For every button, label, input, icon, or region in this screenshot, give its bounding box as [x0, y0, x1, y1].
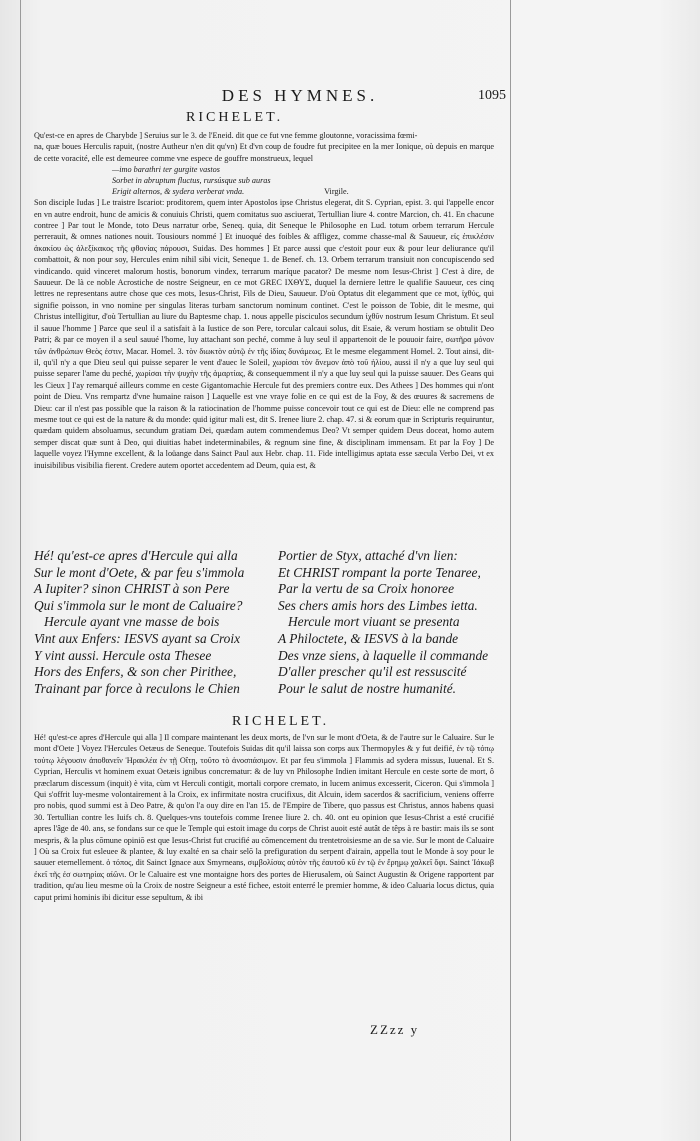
poem-line: A Philoctete, & IESVS à la bande: [278, 630, 459, 646]
verse-line-text: Erigit alternos, & sydera verberat vnda.: [112, 187, 245, 197]
verse-attribution: Virgile.: [324, 187, 349, 197]
poem-line: Et CHRIST rompant la porte Tenaree,: [278, 564, 481, 580]
signature-mark: ZZzz y: [370, 1022, 420, 1037]
poem-line: Y vint aussi. Hercule osta Thesee: [34, 647, 212, 663]
poem-line: Pour le salut de nostre humanité.: [278, 680, 457, 696]
poem-line: Hercule mort viuant se presenta: [288, 614, 460, 630]
verse-line: Sorbet in abruptum fluctus, rursúsque sub auras: [112, 176, 271, 186]
commentary-paragraph: Son disciple Iudas ] Le traistre Iscariot: proditorem, quem inter Apostolos ipse Christus elegerat, dit S. Cyprian, epist. 3. qui l'appelle encor en vn autre endroit, hunc de amicis & conuiuis Christi, quem comitatus suo asciuerat, Tertullian liure 4. contre Marcion, ch. 41. En chacune contree ] Par tout le Monde, toto Deus narratur orbe, Seneq. quia, dit Seneque le Philosophe en Lud. totum orbem terrarum Hercule perrerauit, & omnes nationes nouit. Tousiours nommé ] Et inuoqué des foibles & affligez, comme chasse-mal & Sauueur, εἰς ἐπικλέσιν ἀκακίου ὡς ἀλεξίκακος τῆς φθονίας πάρουσι, Suidas. Des hommes ] Et parce aussi que c'estoit pour eux & pour leur deliurance qu'il combattoit, & non pour soy, Hercules enim nihil sibi vicit, Seneque 1. de Benef. ch. 13. Orbem terrarum transiuit non concupiscendo sed vindicando. quid vinceret malorum hostis, bonorum vindex, terrarum maríque pacator? De mesme nom Iesus-Christ ] C'est à dire, de Sauueur. De là ce noble Acrostiche de nostre Seigneur, en ce mot GREC ΙΧΘΥΣ, duquel la derniere lettre le qualifie Sauueur, ces cinq lettres ne representans autre chose que ces mots, Iesus-Christ, Fils de Dieu, Sauueur. D'où Optatus dit elegamment que ce mot, ἰχθύς, qui signifie poisson, in vno nomine per singulas literas turbam sanctorum nominum continet. C'est le poisson de Tobie, dit le mesme, qui Christus intelligitur, d'où Tertullian au liure du Baptesme chap. 1. nous appelle pisciculos secundum ἰχθῦν nostrum Iesum Christum. Et seul il sauue l'homme ] Parce que seul il a satisfait à la Iustice de son Pere, torcular calcaui solus, dit Esaie, & verum hostiam se obtulit Deo Patri; & par ce moyen il a seul sauué l'home, luy attachant son peché, comme à luy seul il appartenoit de le pouuoir faire, σωτῆρα μόνον τῶν ἀνθρώπων Θεὸς ἐστιν, Macar. Homel. 3. τὸν διωκτὸν αὐτῷ ἐν τῆς ἰδίας δυνάμεως. Et le mesme elegamment Homel. 2. Tout ainsi, dit-il, qu'il n'y a que Dieu seul qui puisse separer le vent d'auec le Soleil, χωρίσαι τὸν ἄνεμον ἀπὸ τοῦ ἡλίου, aussi il n'y a que luy seul qui puisse separer l'ame du peché, χωρίσαι τὴν ψυχὴν τῆς ἁμαρτίας, & consequemment il n'y a que luy seul qui la puisse sauuer. Des Geans qui les Cieux ] I'ay remarqué ailleurs comme en ceste Gigantomachie Hercule fut des premiers contre eux. Des Athees ] Des hommes qui n'ont point de Dieu. Vns rempartz d'vne humaine raison ] Laquelle est vne vraye folie en ce qui est de la Foy, & des œuures & sacremens de Dieu: car il n'est pas possible que la raison & la ratiocination de l'homme puisse concevoir tout ce qui est de Dieu: elle ne comprend pas mesme tout ce qui est de la nature & du monde: quid igitur mali est, dit S. Irenee liure 2. chap. 47. si & eorum quæ in Scripturis requiruntur, quædam quidem absoluamus, secundum gratiam Dei, quædam autem commendemus Deo? Vt semper quidem Deus doceat, homo autem semper discat quæ sunt à Deo, qui diuitias habet indeterminabiles, & regnum sine fine, & disciplinam immensam. Et par la Foy ] De laquelle voyez l'Hymne excellent, & la loüange dans Sainct Paul aux Hebr. chap. 11. Fide intelligimus aptata esse sæcula Verbo Dei, vt ex inuisibilibus visibilia fierent. Credere autem oportet accedentem ad Deum, quia est, &: [34, 198, 494, 470]
commentary-paragraph: Hé! qu'est-ce apres d'Hercule qui alla ] Il compare maintenant les deux morts, de l'vn sur le mont d'Oeta, & de l'autre sur le Caluaire. Sur le mont d'Oete ] Voyez l'Hercules Oetæus de Seneque. Toutefois Suidas dit qu'il laissa son corps aux Thermopyles & y fut deifié, ἐν τῷ τόπῳ τούτῳ λέγουσιν ἀποθανεῖν Ἡρακλέα ἐν τῇ Οἴτῃ, τοῦτο τὸ ἀνοσπάσιμον. Et par feu s'immola ] Flammis ad sydera missus, Iuuenal. Et S. Cyprian, Herculis vt hominem exuat Oetæis ignibus concrematur: & de luy vn Philosophe Indien imitant Hercule en ceste sorte de mort, ô præclarum discessum (inquit) è vita, cùm vt Herculi contigit, mortali corpore cremato, in lucem animus excesserit, Ciceron. Qui s'immola ] Qui s'offrit luy-mesme volontairement à la Croix, ex infirmitate nostra crucifixus, dit Alcuin, idem sacerdos & sacrificium, veniens offerre pro nobis, quod summi est à Deo Patre, & qu'on l'a ouy dire en l'an 15. de l'Empire de Tibere, quo passus est Christus, annos habens quasi 30. Tertullian contre les Iuifs ch. 8. Quelques-vns toutefois comme Irenee liure 2. ch. 40. ont eu opinion que Iesus-Christ a esté crucifié apres l'âge de 40. ans, se fondans sur ce que le Temple qui estoit image du corps de Christ auoit esté autât de têps à re bastir: mais ils se sont mespris, & la plus cōmune opiniō est que Iesus-Christ fut crucifié au cōmencement du trentetroisiesme an de sa vie. Sur le mont de Caluaire ] Où sa Croix fut esleuee & plantee, & luy exalté en sa chair selō la prefiguration du serpent d'airain, appella tout le Monde à soy pour le sauuer eternellement. ὁ τόπος, dit Sainct Ignace aux Smyrneans, σιμβολίσας αὐτὸν τῆς ἐαυτοῦ κῦ ἐν τῷ ἐν ἔρημῳ χαλκεῖ ὄφι. Sainct Ἰάκωβ ἐκεῖ τῆς ἐσ σωτηρίας αἰῶνι. Or le Caluaire est vne montaigne hors des portes de Hierusalem, où Sainct Augustin & Origene rapportent par tradition, qu'au lieu mesme où la Croix de nostre Seigneur a esté fichee, estoit enterré le premier homme, & ideo Caluaria locus dictus, quia caput primi hominis ibi dicitur esse sepultum, & ibi: [34, 733, 494, 902]
commentary-line: Qu'est-ce en apres de Charybde ] Seruius sur le 3. de l'Eneid. dit que ce fut vne femme gloutonne, voracissima fœmi-: [34, 131, 418, 140]
commentary-block-2: [34, 732, 494, 903]
poem-line: A Iupiter? sinon CHRIST à son Pere: [34, 581, 230, 597]
poem-line: Des vnze siens, à laquelle il commande: [278, 647, 489, 663]
poem-line: Ses chers amis hors des Limbes ietta.: [278, 597, 478, 613]
poem-line: Hé! qu'est-ce apres d'Hercule qui alla: [34, 548, 238, 563]
page-number: 1095: [478, 88, 506, 103]
left-margin-rule: [20, 0, 21, 1141]
poem-line: Portier de Styx, attaché d'vn lien:: [278, 548, 458, 563]
poem-line: Qui s'immola sur le mont de Caluaire?: [34, 597, 243, 613]
poem-line: Par la vertu de sa Croix honoree: [278, 581, 455, 597]
section-heading-2: RICHELET.: [232, 714, 330, 729]
poem-line: D'aller prescher qu'il est ressuscité: [278, 664, 467, 680]
poem-line: Sur le mont d'Oete, & par feu s'immola: [34, 564, 245, 580]
verse-line: —imo barathri ter gurgite vastos: [112, 165, 220, 175]
poem-line: Hors des Enfers, & son cher Pirithee,: [34, 664, 237, 680]
poem-left-column: [34, 548, 244, 697]
commentary-line: na, quæ boues Herculis rapuit, (nostre Autheur n'en dit qu'vn) Et d'vn coup de foudre fut precipitee en la mer Ionique, où depuis en marque de cette voracité, elle est demeuree comme vne espece de gouffre monstrueux, lequel: [34, 142, 494, 163]
verse-line: [112, 186, 494, 197]
section-heading-1: RICHELET.: [186, 110, 284, 125]
poem-line: Trainant par force à reculons le Chien: [34, 680, 240, 696]
poem-right-column: [278, 548, 488, 697]
running-head: DES HYMNES.: [221, 86, 379, 105]
commentary-block-1: [34, 130, 494, 471]
poem-line: Hercule ayant vne masse de bois: [44, 614, 220, 630]
poem-line: Vint aux Enfers: IESVS ayant sa Croix: [34, 630, 241, 646]
right-margin-rule: [510, 0, 511, 1141]
quoted-verse: [112, 164, 494, 197]
